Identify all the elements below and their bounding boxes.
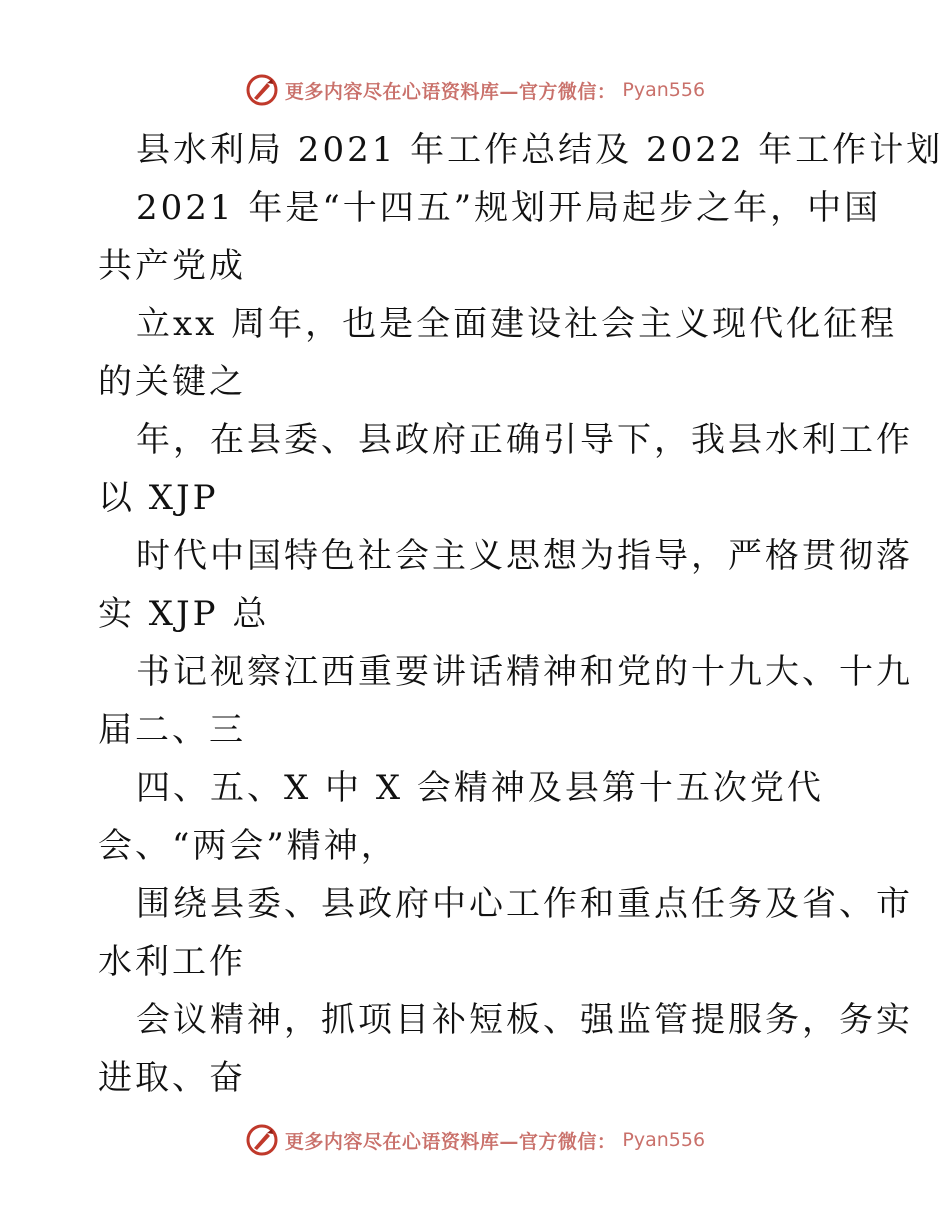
text-line: 水利工作 [98, 942, 246, 982]
banner-contact: Pyan556 [622, 79, 706, 101]
text-line: 年，在县委、县政府正确引导下，我县水利工作 [136, 420, 913, 460]
text-line: 2021 年是“十四五”规划开局起步之年，中国 [136, 188, 882, 228]
footer-banner [0, 1120, 950, 1160]
banner-contact: Pyan556 [622, 1129, 706, 1151]
text-line: 实 XJP 总 [98, 594, 270, 634]
text-line: 立xx 周年，也是全面建设社会主义现代化征程 [136, 304, 898, 344]
document-title: 县水利局 2021 年工作总结及 2022 年工作计划 [136, 130, 944, 170]
text-line: 会、“两会”精神， [98, 826, 398, 866]
text-line: 共产党成 [98, 246, 246, 286]
text-line: 的关键之 [98, 362, 246, 402]
text-line: 进取、奋 [98, 1058, 246, 1098]
header-banner [0, 70, 950, 110]
pen-logo-icon [245, 1123, 279, 1157]
text-line: 以 XJP [98, 478, 219, 518]
text-line: 四、五、X 中 X 会精神及县第十五次党代 [136, 768, 824, 808]
banner-text: 更多内容尽在心语资料库—官方微信： [284, 1130, 617, 1153]
text-line: 书记视察江西重要讲话精神和党的十九大、十九 [136, 652, 913, 692]
banner-text: 更多内容尽在心语资料库—官方微信： [284, 80, 617, 103]
pen-logo-icon [245, 73, 279, 107]
text-line: 时代中国特色社会主义思想为指导，严格贯彻落 [136, 536, 913, 576]
text-line: 届二、三 [98, 710, 246, 750]
text-line: 会议精神，抓项目补短板、强监管提服务，务实 [136, 1000, 913, 1040]
text-line: 围绕县委、县政府中心工作和重点任务及省、市 [136, 884, 913, 924]
